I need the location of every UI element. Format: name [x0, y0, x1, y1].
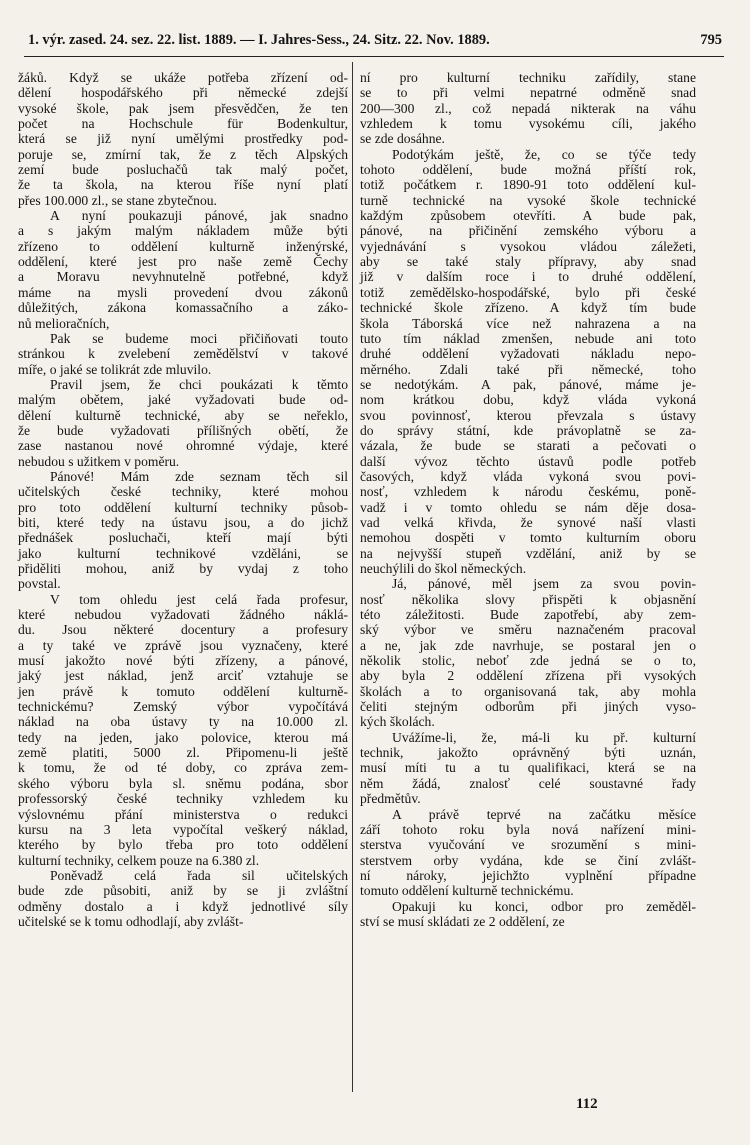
text-line: tuto tím náklad zmenšen, nebude ani toto	[360, 330, 696, 346]
text-line: zřízeno to oddělení kulturně inženýrské,	[18, 238, 348, 254]
text-line: technické škole zřízeno. A když tím bude	[360, 300, 696, 316]
text-line: vad velká křivda, že synové naší vlasti	[360, 514, 696, 530]
text-line: důležitých, zákona komassačního a záko-	[18, 300, 348, 316]
text-line: nosť, vzhledem k národu českému, poně-	[360, 484, 696, 500]
text-line: každým způsobem otevříti. A bude pak,	[360, 208, 696, 224]
text-line: 200—300 zl., což nepadá nikterak na váhu	[360, 100, 696, 116]
text-line: již v dalším roce i to druhé oddělení,	[360, 269, 696, 285]
text-line: nosť několika slovy přispěti k objasnění	[360, 591, 696, 607]
text-line: dělení hospodářského při německé zdejší	[18, 85, 348, 101]
text-line: oddělení, které jest pro naše země Čechy	[18, 254, 348, 270]
text-line: že ta škola, na kterou říše nyní platí	[18, 177, 348, 193]
running-header	[28, 32, 722, 49]
text-line: vyjednávání s vysokou vládou záležeti,	[360, 238, 696, 254]
text-line: několik stolic, neboť zde jedná se o to,	[360, 653, 696, 669]
text-line: vysoké škole, pak jsem přesvědčen, že ten	[18, 100, 348, 116]
text-line: vázala, že bude se starati a pečovati o	[360, 438, 696, 454]
text-line: stránkou k zvelebení zemědělství v takové	[18, 346, 348, 362]
right-column	[360, 70, 696, 929]
text-line: ského výboru byla sl. sněmu podána, sbor	[18, 775, 348, 791]
text-line: Uvážíme-li, že, má-li ku př. kulturní	[392, 729, 696, 745]
text-line: Pravil jsem, že chci poukázati k těmto	[50, 376, 348, 392]
text-line: sterstva vyučování ve srozumění s mini-	[360, 837, 696, 853]
text-line: měrného. Zdali také při německé, toho	[360, 361, 696, 377]
text-line: počet na Hochschule für Bodenkultur,	[18, 116, 348, 132]
text-line: se to při velmi nepatrné odměně snad	[360, 85, 696, 101]
left-column	[18, 70, 348, 929]
text-line: přednášek posluchači, kteří mají býti	[18, 530, 348, 546]
text-line: neuchýlili do škol německých.	[360, 561, 527, 576]
text-line: kulturní techniky, celkem pouze na 6.380 zl.	[18, 852, 260, 868]
text-line: které nebudou vyžadovati žádného náklá-	[18, 607, 348, 623]
text-line: nemohou dospěti v tomto kulturním oboru	[360, 530, 696, 546]
text-line: a Moravu nevyhnutelně potřebné, když	[18, 269, 348, 285]
text-line: ní pro kulturní techniku zařídily, stane	[360, 70, 696, 85]
text-line: totiž počátkem r. 1890-91 toto oddělení kul-	[360, 177, 696, 193]
text-line: svou povinnosť, kterou převzala s ústavy	[360, 407, 696, 423]
text-line: přiděliti mohou, aniž by vydaj z toho	[18, 561, 348, 576]
text-line: září tohoto roku byla nová nařízení mini-	[360, 821, 696, 837]
text-line: do správy státní, kde právoplatně se za-	[360, 422, 696, 438]
text-line: vzhledem k tomu vysokému cíli, jakého	[360, 116, 696, 132]
text-line: kých školách.	[360, 714, 435, 730]
header-page-number: 795	[700, 32, 722, 48]
text-line: aby byla 2 oddělení zřízena při vysokých	[360, 668, 696, 684]
text-line: nů melioračních,	[18, 315, 110, 331]
page-footer-number: 112	[576, 1096, 598, 1112]
text-line: musí jakožto nové býti zřízeny, a pánové,	[18, 653, 348, 669]
text-line: výslovnému přání ministerstva o redukci	[18, 806, 348, 822]
text-line: kterého by bylo třeba pro toto oddělení	[18, 837, 348, 853]
header-rule	[24, 56, 724, 57]
text-line: náklad na oba ústavy ty na 10.000 zl.	[18, 714, 348, 730]
text-line: Podotýkám ještě, že, co se týče tedy	[392, 146, 696, 162]
text-line: Pánové! Mám zde seznam těch sil	[50, 468, 348, 484]
text-line: povstal.	[18, 576, 61, 592]
text-line: poruje se, zmírní tak, že z těch Alpských	[18, 146, 348, 162]
text-line: učitelské se k tomu odhodlají, aby zvlášt-	[18, 913, 244, 929]
text-line: professorský české techniky vzhledem ku	[18, 791, 348, 807]
text-line: V tom ohledu jest celá řada profesur,	[50, 591, 348, 607]
text-line: země platiti, 5000 zl. Připomenu-li ještě	[18, 745, 348, 761]
text-line: totiž zemědělsko-hospodářské, bylo při české	[360, 284, 696, 300]
text-line: ní nároky, jejichžto vyplnění případne	[360, 867, 696, 883]
text-line: míře, o jaké se tolikrát zde mluvilo.	[18, 361, 212, 377]
text-line: jen právě k tomuto oddělení kulturně-	[18, 683, 348, 699]
text-line: technickému? Zemský výbor vypočítává	[18, 699, 348, 715]
text-line: škola Táborská více než nahrazena a na	[360, 315, 696, 331]
text-line: k tomu, že od té doby, co zpráva zem-	[18, 760, 348, 776]
text-line: sterstvem orby vydána, kde se činí zvlášt-	[360, 852, 696, 868]
text-line: musí míti tu a tu qualifikaci, která se na	[360, 760, 696, 776]
text-line: biti, které tedy na ústavu jsou, a do jichž	[18, 514, 348, 530]
text-line: zemí bude posluchačů tak malý počet,	[18, 162, 348, 178]
text-line: že bude vyžadovati přílišných obětí, že	[18, 422, 348, 438]
text-line: která se již nyní umělými prostředky pod-	[18, 131, 348, 147]
text-line: časových, když vláda vykoná svou povi-	[360, 468, 696, 484]
text-line: dělení kulturně technické, aby se neřeklo,	[18, 407, 348, 423]
text-line: tohoto oddělení, bude možná příští rok,	[360, 162, 696, 178]
text-line: technik, jakožto oprávněný býti uznán,	[360, 745, 696, 761]
column-divider	[352, 62, 353, 1092]
text-line: druhé oddělení vyžadovati nákladu nepo-	[360, 346, 696, 362]
text-line: tedy na jeden, jako polovice, kterou má	[18, 729, 348, 745]
text-line: Pak se budeme moci přičiňovati touto	[50, 330, 348, 346]
text-line: zase nastanou nové ohromné výdaje, které	[18, 438, 348, 454]
text-line: ský výbor ve směru naznačeném pracoval	[360, 622, 696, 638]
text-line: nom krátkou dobu, když vláda vykoná	[360, 392, 696, 408]
text-line: a ty také ve zprávě jsou vyznačeny, které	[18, 637, 348, 653]
text-line: školách a to organisovaná tak, aby mohla	[360, 683, 696, 699]
text-line: kursu na 3 leta vypočítal veškerý náklad,	[18, 821, 348, 837]
text-line: odměny dostalo a i když jednotlivé síly	[18, 898, 348, 914]
header-text: 1. výr. zased. 24. sez. 22. list. 1889. — I. Jahres-Sess., 24. Sitz. 22. Nov. 1889.	[28, 32, 490, 48]
text-line: další vývoz těchto ústavů podle potřeb	[360, 453, 696, 469]
text-line: a ne, jak zde navrhuje, se postaral jen o	[360, 637, 696, 653]
text-line: žáků. Když se ukáže potřeba zřízení od-	[18, 70, 348, 85]
text-line: A právě teprvé na začátku měsíce	[392, 806, 696, 822]
text-line: du. Jsou některé docentury a profesury	[18, 622, 348, 638]
text-line: přes 100.000 zl., se stane zbytečnou.	[18, 192, 217, 208]
text-line: pánové, na přičinění zemského výboru a	[360, 223, 696, 239]
text-line: se zde dosáhne.	[360, 131, 445, 147]
text-line: Opakuji ku konci, odbor pro zeměděl-	[392, 898, 696, 914]
text-line: máme na mysli provedení dvou zákonů	[18, 284, 348, 300]
text-line: nebudou s užitkem v poměru.	[18, 453, 180, 469]
text-line: tomuto oddělení kulturně technickému.	[360, 883, 574, 899]
text-line: aby se také staly přípravy, aby snad	[360, 254, 696, 270]
text-line: jaký jest náklad, jenž arciť vztahuje se	[18, 668, 348, 684]
text-line: vadž i v tomto ohledu se nám děje dosa-	[360, 499, 696, 515]
text-line: na nejvyšší stupeň vzdělání, aniž by se	[360, 545, 696, 561]
text-line: Poněvadž celá řada sil učitelských	[50, 867, 348, 883]
text-line: bude zde působiti, aniž by se ji zvláštní	[18, 883, 348, 899]
text-line: turně technické na vysoké škole technické	[360, 192, 696, 208]
text-line: učitelských české techniky, které mohou	[18, 484, 348, 500]
text-line: a s jakým malým nákladem může býti	[18, 223, 348, 239]
text-line: A nyní poukazuji pánové, jak snadno	[50, 208, 348, 224]
text-line: této záležitosti. Bude zapotřebí, aby zem-	[360, 607, 696, 623]
text-line: ství se musí skládati ze 2 oddělení, ze	[360, 913, 565, 929]
text-line: čeliti stejným odborům při jiných vyso-	[360, 699, 696, 715]
text-line: Já, pánové, měl jsem za svou povin-	[392, 576, 696, 592]
text-line: něm žádá, znalosť celé soustavné řady	[360, 775, 696, 791]
text-line: se nedotýkám. A pak, pánové, máme je-	[360, 376, 696, 392]
text-line: pro toto oddělení kulturní techniky působ-	[18, 499, 348, 515]
text-line: malým obětem, jaké vyžadovati bude od-	[18, 392, 348, 408]
text-line: předmětův.	[360, 791, 421, 807]
text-line: jako kulturní technikové vzděláni, se	[18, 545, 348, 561]
